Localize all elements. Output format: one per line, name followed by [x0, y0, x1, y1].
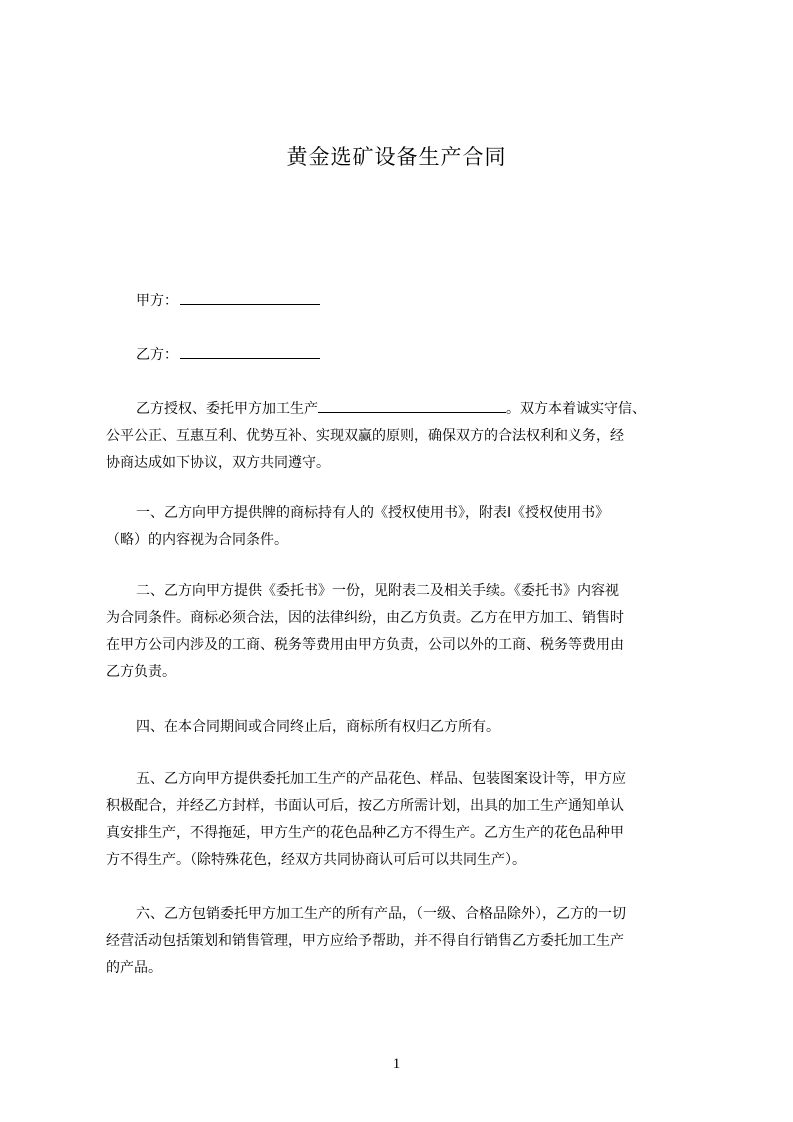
clause-line: 六、乙方包销委托甲方加工生产的所有产品，（一级、合格品除外），乙方的一切 [136, 906, 626, 922]
page-number: 1 [392, 1056, 401, 1072]
party-b-blank [180, 344, 320, 359]
clause-line: 四、在本合同期间或合同终止后，商标所有权归乙方所有。 [136, 719, 500, 735]
preamble-text-after: 。双方本着诚实守信、 [506, 401, 646, 417]
clause-line: 真安排生产，不得拖延，甲方生产的花色品种乙方不得生产。乙方生产的花色品种甲 [106, 825, 624, 841]
clause-line: 为合同条件。商标必须合法，因的法律纠纷，由乙方负责。乙方在甲方加工、销售时 [106, 610, 624, 626]
party-a-label: 甲方： [136, 293, 178, 309]
clause-line: 方不得生产。（除特殊花色，经双方共同协商认可后可以共同生产）。 [106, 852, 526, 868]
clause-2 [106, 578, 696, 686]
party-b-line [136, 344, 320, 365]
product-blank [318, 398, 506, 413]
clause-line: 的产品。 [106, 960, 162, 976]
preamble-text-before: 乙方授权、委托甲方加工生产 [136, 401, 318, 417]
clause-line: 经营活动包括策划和销售管理，甲方应给予帮助，并不得自行销售乙方委托加工生产 [106, 933, 624, 949]
clause-line: 一、乙方向甲方提供牌的商标持有人的《授权使用书》，附表I《授权使用书》 [136, 505, 610, 521]
clause-line: 乙方负责。 [106, 664, 176, 680]
clause-4 [106, 714, 696, 741]
clause-line: 二、乙方向甲方提供《委托书》一份，见附表二及相关手续。《委托书》内容视 [136, 583, 619, 599]
document-title: 黄金选矿设备生产合同 [286, 145, 507, 169]
preamble-line: 协商达成如下协议，双方共同遵守。 [106, 455, 330, 471]
party-a-blank [180, 290, 320, 305]
clause-line: 积极配合，并经乙方封样，书面认可后，按乙方所需计划，出具的加工生产通知单认 [106, 798, 624, 814]
clause-line: 在甲方公司内涉及的工商、税务等费用由甲方负责，公司以外的工商、税务等费用由 [106, 637, 624, 653]
clause-line: 五、乙方向甲方提供委托加工生产的产品花色、样品、包装图案设计等，甲方应 [136, 771, 626, 787]
clause-line: （略）的内容视为合同条件。 [106, 532, 288, 548]
party-a-line [136, 290, 320, 311]
party-b-label: 乙方： [136, 347, 178, 363]
preamble-paragraph [106, 396, 696, 477]
clause-5 [106, 766, 696, 874]
clause-6 [106, 901, 696, 982]
preamble-line: 公平公正、互惠互利、优势互补、实现双赢的原则，确保双方的合法权利和义务，经 [106, 428, 624, 444]
clause-1 [106, 500, 696, 554]
